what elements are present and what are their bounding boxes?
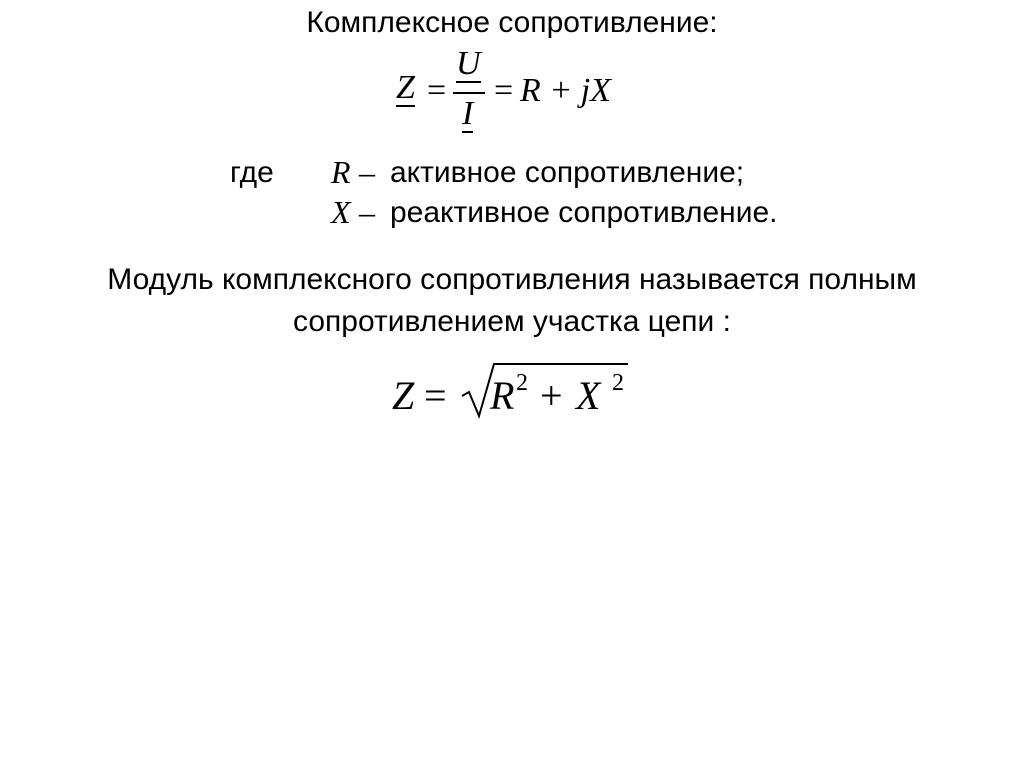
formula2-x: X — [576, 373, 601, 418]
definition-symbol-r: R — [331, 154, 351, 190]
formula1-denominator: I — [462, 95, 474, 132]
definition-dash-r: – — [359, 154, 375, 190]
formula1-fraction-bar — [453, 92, 485, 94]
formula2-plus: + — [540, 373, 563, 418]
definition-dash-x: – — [359, 194, 375, 230]
formula1-eq2: = — [494, 72, 514, 109]
formula2-r-exponent: 2 — [516, 370, 528, 396]
definition-symbol-x: X — [331, 194, 351, 230]
formula1-lhs: Z — [396, 69, 415, 106]
formula2-lhs: Z — [392, 373, 415, 418]
definition-text-x: реактивное сопротивление. — [390, 196, 778, 229]
definition-text-r: активное сопротивление; — [390, 156, 745, 189]
formula2-x-exponent: 2 — [612, 370, 624, 396]
formula1-numerator: U — [456, 45, 481, 82]
slide-title: Комплексное сопротивление: — [306, 6, 718, 39]
module-text-line1: Модуль комплексного сопротивления называется полным — [107, 263, 917, 296]
where-label: где — [230, 156, 274, 189]
module-text-line2: сопротивлением участка цепи : — [293, 305, 731, 338]
formula1-rhs: R + jX — [520, 72, 611, 109]
formula1-eq1: = — [427, 72, 447, 109]
formula2-r: R — [490, 373, 515, 418]
formula2-eq: = — [424, 373, 447, 418]
